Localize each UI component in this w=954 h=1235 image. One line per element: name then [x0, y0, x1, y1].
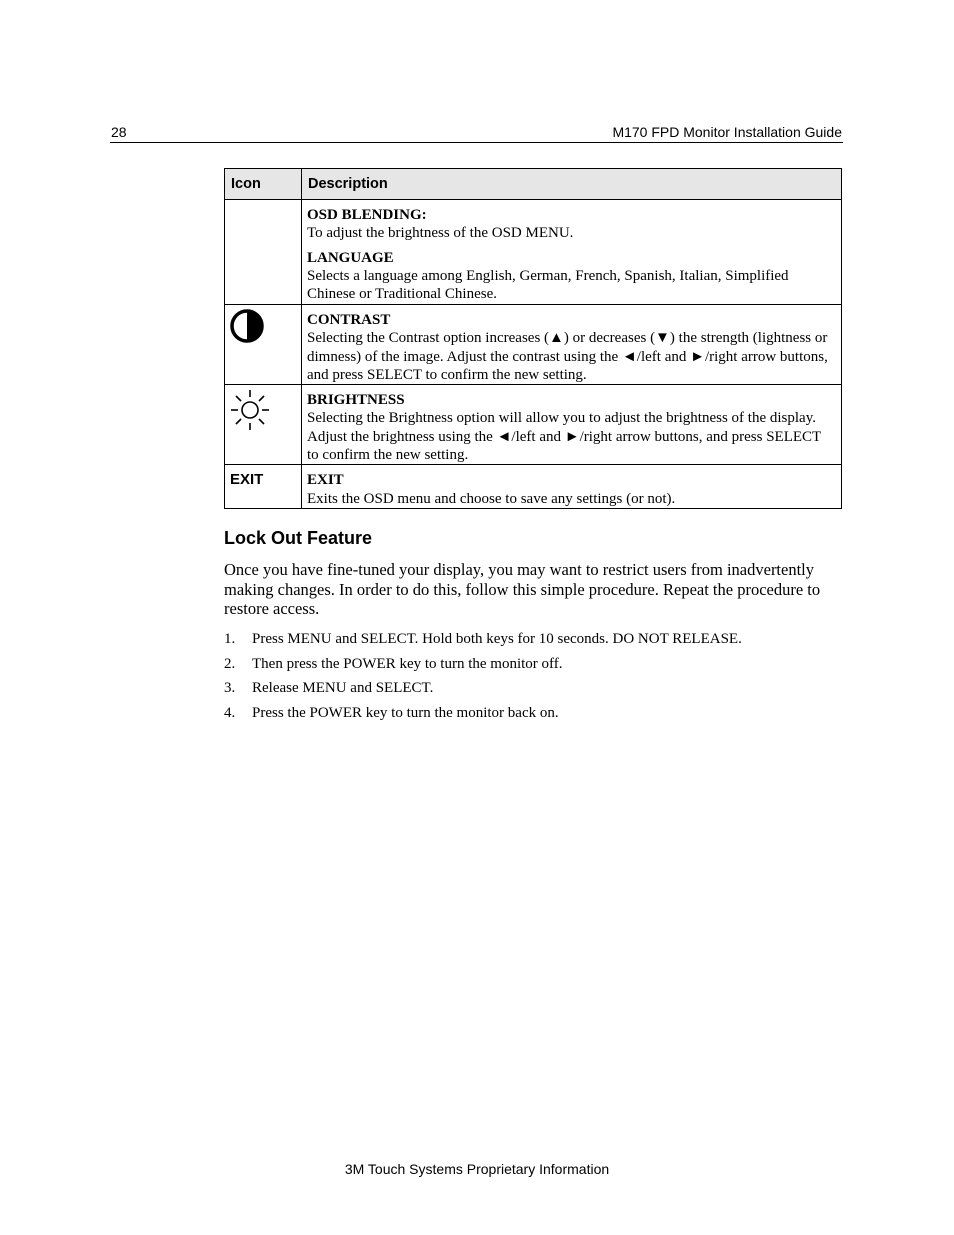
contrast-text: Selecting the Contrast option increases (▲) or decreases (▼) the strength (lightness or dimness) of the image. Adjust the contrast using the ◄/left and ►/right arrow buttons, and press SELECT to confirm the new setting. [307, 330, 828, 383]
table-row [225, 200, 842, 305]
description-cell [302, 385, 842, 465]
exit-text: Exits the OSD menu and choose to save any settings (or not). [307, 490, 676, 507]
osd-blending-term: OSD BLENDING: [307, 207, 427, 223]
page-number: 28 [111, 124, 127, 140]
description-cell [302, 465, 842, 509]
page-footer: 3M Touch Systems Proprietary Information [344, 1161, 610, 1177]
icon-cell [225, 385, 302, 465]
step-text: Press the POWER key to turn the monitor back on. [252, 705, 559, 722]
page-header [110, 123, 843, 143]
table-row [225, 465, 842, 509]
document-title: M170 FPD Monitor Installation Guide [612, 124, 842, 140]
step-number: 1. [224, 631, 236, 647]
icon-cell [225, 465, 302, 509]
brightness-term: BRIGHTNESS [307, 392, 405, 409]
table-row [225, 305, 842, 385]
language-term: LANGUAGE [307, 249, 394, 266]
table-row [225, 385, 842, 465]
table-header-row [225, 169, 842, 200]
description-column-header: Description [302, 169, 842, 200]
procedure-steps [224, 631, 844, 730]
empty-icon-cell [225, 200, 302, 305]
osd-blending-text: To adjust the brightness of the OSD MENU. [307, 225, 574, 242]
step-text: Then press the POWER key to turn the monitor off. [252, 655, 563, 672]
icon-column-header: Icon [225, 169, 302, 200]
list-item [224, 680, 844, 705]
language-text: Selects a language among English, German, French, Spanish, Italian, Simplified Chinese or Traditional Chinese. [307, 267, 789, 303]
exit-icon-label: EXIT [230, 471, 264, 489]
osd-icon-table [224, 168, 842, 509]
section-heading: Lock Out Feature [224, 528, 373, 548]
step-text: Press MENU and SELECT. Hold both keys for 10 seconds. DO NOT RELEASE. [252, 631, 742, 647]
step-number: 3. [224, 680, 236, 697]
icon-cell [225, 305, 302, 385]
step-number: 2. [224, 655, 236, 672]
step-number: 4. [224, 705, 236, 722]
contrast-icon [225, 305, 301, 350]
contrast-term: CONTRAST [307, 312, 391, 328]
list-item [224, 631, 844, 656]
list-item [224, 656, 844, 681]
list-item [224, 705, 844, 730]
step-text: Release MENU and SELECT. [252, 680, 434, 697]
brightness-text: Selecting the Brightness option will allow you to adjust the brightness of the display. Adjust the brightness using the ◄/left and ►/right arrow buttons, and press SELECT to confirm the new setting. [307, 410, 821, 464]
section-body: Once you have fine-tuned your display, you may want to restrict users from inadvertently making changes. In order to do this, follow this simple procedure. Repeat the procedure to restore access. [224, 560, 821, 619]
description-cell [302, 200, 842, 305]
exit-term: EXIT [307, 472, 344, 489]
description-cell [302, 305, 842, 385]
brightness-icon [225, 385, 301, 438]
